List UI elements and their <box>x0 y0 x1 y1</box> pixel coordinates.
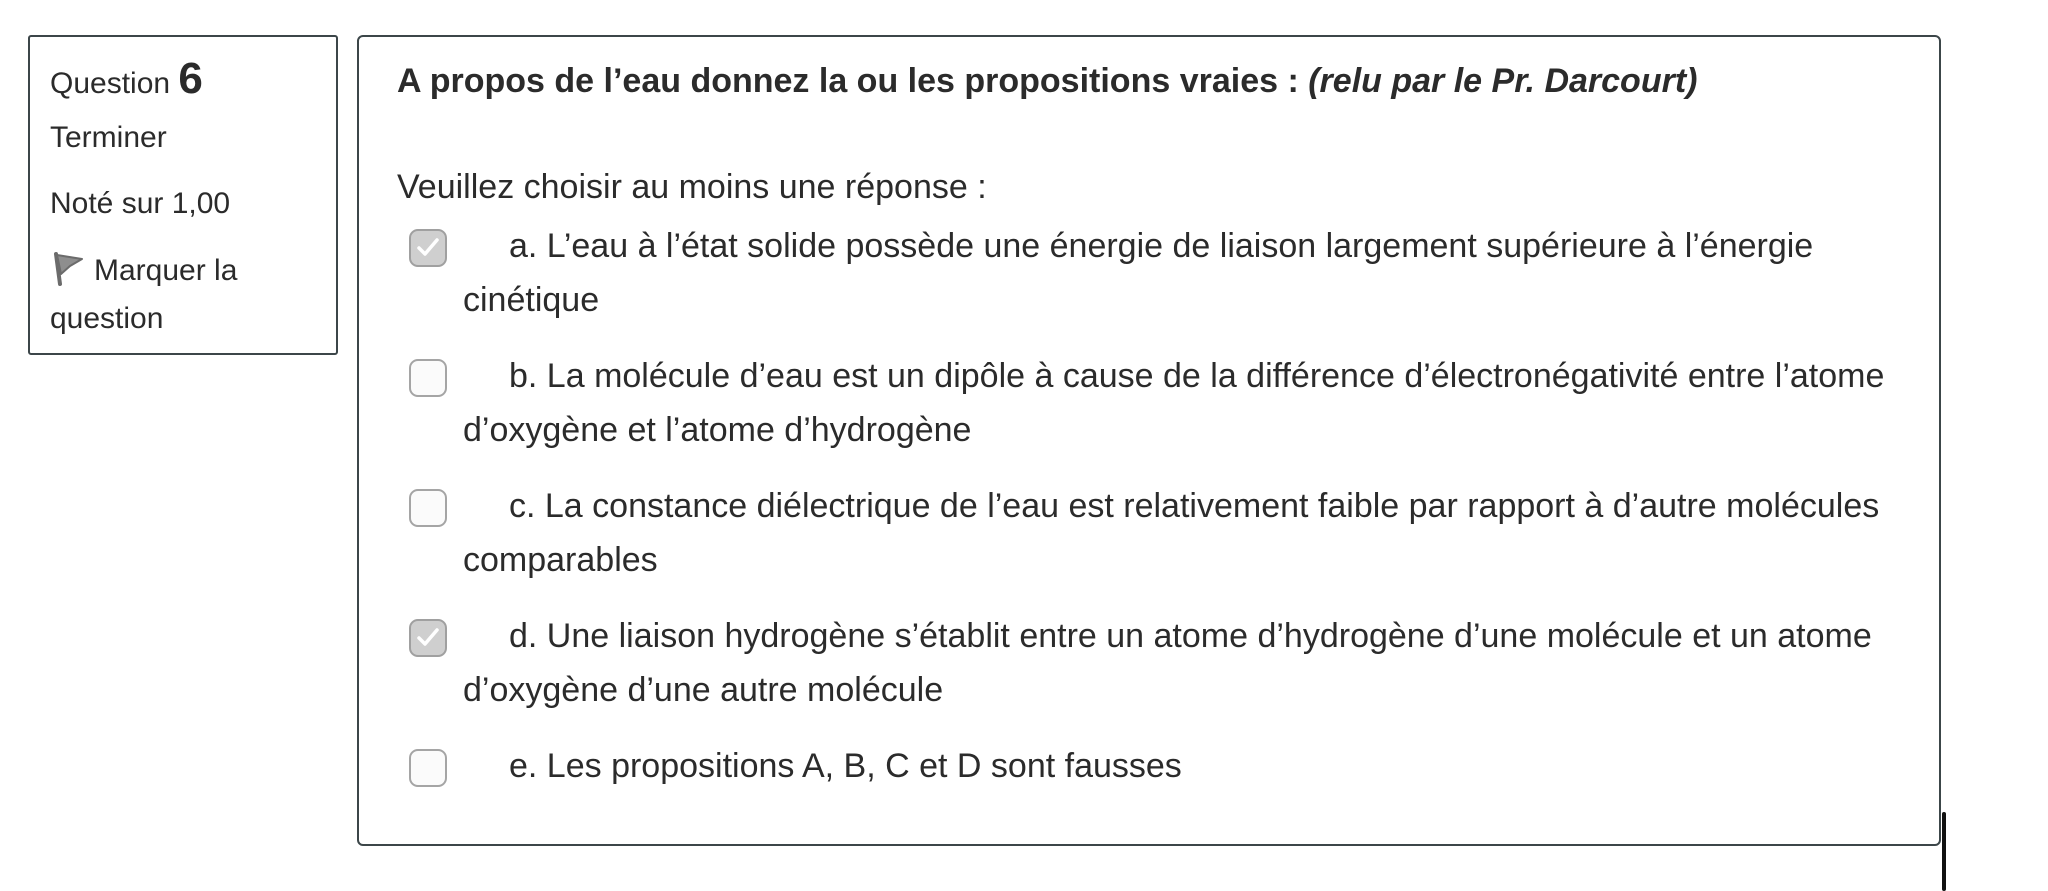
answer-option-b[interactable] <box>397 349 1901 457</box>
answer-prompt: Veuillez choisir au moins une réponse : <box>397 168 987 206</box>
answer-option-c[interactable] <box>397 479 1901 587</box>
answer-label-d[interactable]: d. Une liaison hydrogène s’établit entre un atome d’hydrogène d’une molécule et un atome d’oxygène d’une autre molécule <box>463 617 1872 709</box>
answer-checkbox-b[interactable] <box>409 359 447 397</box>
question-grade: Noté sur 1,00 <box>50 187 231 220</box>
question-number-line <box>50 54 316 104</box>
answer-label-a[interactable]: a. L’eau à l’état solide possède une énergie de liaison largement supérieure à l’énergie cinétique <box>463 227 1814 319</box>
answer-label-e[interactable]: e. Les propositions A, B, C et D sont fausses <box>509 747 1182 785</box>
answer-option-d[interactable] <box>397 609 1901 717</box>
answer-option-e[interactable] <box>397 739 1901 793</box>
flag-question-link[interactable] <box>50 250 316 340</box>
answer-label-c[interactable]: c. La constance diélectrique de l’eau est relativement faible par rapport à d’autre molécules comparables <box>463 487 1880 579</box>
question-state: Terminer <box>50 121 167 154</box>
answer-list <box>397 219 1901 793</box>
answer-checkbox-c[interactable] <box>409 489 447 527</box>
resize-handle[interactable] <box>1942 812 1946 891</box>
answer-label-b[interactable]: b. La molécule d’eau est un dipôle à cause de la différence d’électronégativité entre l’atome d’oxygène et l’atome d’hydrogène <box>463 357 1885 449</box>
answer-checkbox-e[interactable] <box>409 749 447 787</box>
question-content <box>357 35 1941 846</box>
answer-checkbox-a[interactable] <box>409 229 447 267</box>
question-number: 6 <box>178 54 203 103</box>
question-text-main: A propos de l’eau donnez la ou les propositions vraies : <box>397 62 1309 100</box>
flag-icon[interactable] <box>50 250 86 298</box>
answer-option-a[interactable] <box>397 219 1901 327</box>
question-label: Question <box>50 67 171 100</box>
question-text <box>397 59 1901 103</box>
flag-question-label[interactable]: Marquer la question <box>50 254 238 335</box>
answer-checkbox-d[interactable] <box>409 619 447 657</box>
question-info-panel <box>28 35 338 355</box>
question-text-note: (relu par le Pr. Darcourt) <box>1308 62 1698 100</box>
